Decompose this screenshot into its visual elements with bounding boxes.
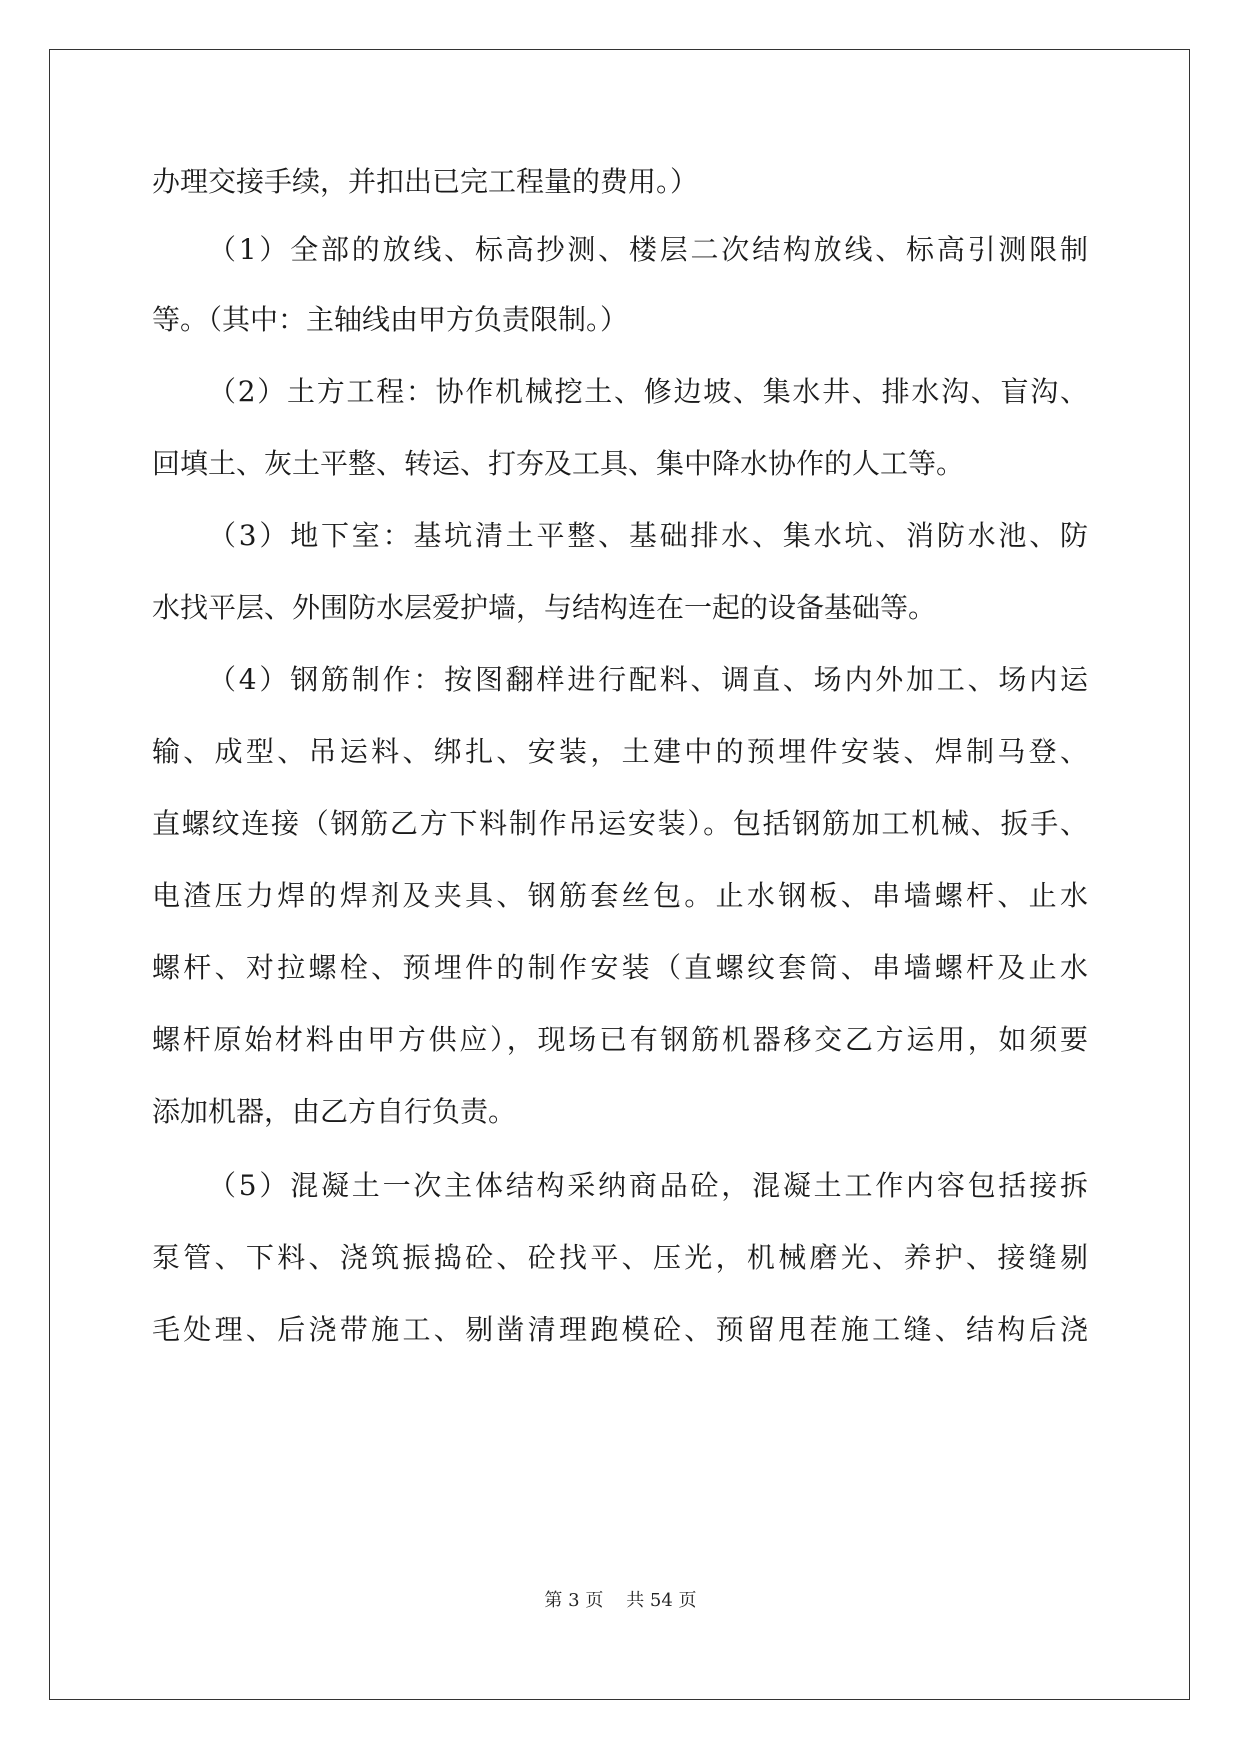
page-number-footer: 第 3 页 共 54 页 [544, 1590, 697, 1611]
page-border [49, 49, 1190, 1700]
text-line: 直螺纹连接（钢筋乙方下料制作吊运安装）。包括钢筋加工机械、扳手、 [152, 807, 1088, 840]
paragraph-2-line: （2）土方工程：协作机械挖土、修边坡、集水井、排水沟、盲沟、 [208, 375, 1088, 408]
text-line: 水找平层、外围防水层爱护墙，与结构连在一起的设备基础等。 [152, 591, 937, 624]
paragraph-3-line: （3）地下室：基坑清土平整、基础排水、集水坑、消防水池、防 [208, 519, 1088, 552]
text-line: 输、成型、吊运料、绑扎、安装，土建中的预埋件安装、焊制马登、 [152, 735, 1088, 768]
text-line: 螺杆、对拉螺栓、预埋件的制作安装（直螺纹套筒、串墙螺杆及止水 [152, 951, 1088, 984]
text-line: 添加机器，由乙方自行负责。 [152, 1095, 517, 1128]
paragraph-4-line: （4）钢筋制作：按图翻样进行配料、调直、场内外加工、场内运 [208, 663, 1088, 696]
text-line: 毛处理、后浇带施工、剔凿清理跑模砼、预留甩茬施工缝、结构后浇 [152, 1313, 1088, 1346]
paragraph-1-line: （1）全部的放线、标高抄测、楼层二次结构放线、标高引测限制 [208, 233, 1088, 266]
paragraph-5-line: （5）混凝土一次主体结构采纳商品砼，混凝土工作内容包括接拆 [208, 1169, 1088, 1202]
text-line: 电渣压力焊的焊剂及夹具、钢筋套丝包。止水钢板、串墙螺杆、止水 [152, 879, 1088, 912]
text-line: 办理交接手续，并扣出已完工程量的费用。） [152, 165, 699, 198]
text-line: 螺杆原始材料由甲方供应），现场已有钢筋机器移交乙方运用，如须要 [152, 1023, 1088, 1056]
text-line: 回填土、灰土平整、转运、打夯及工具、集中降水协作的人工等。 [152, 447, 965, 480]
text-line: 泵管、下料、浇筑振捣砼、砼找平、压光，机械磨光、养护、接缝剔 [152, 1241, 1088, 1274]
text-line: 等。（其中：主轴线由甲方负责限制。） [152, 303, 629, 336]
